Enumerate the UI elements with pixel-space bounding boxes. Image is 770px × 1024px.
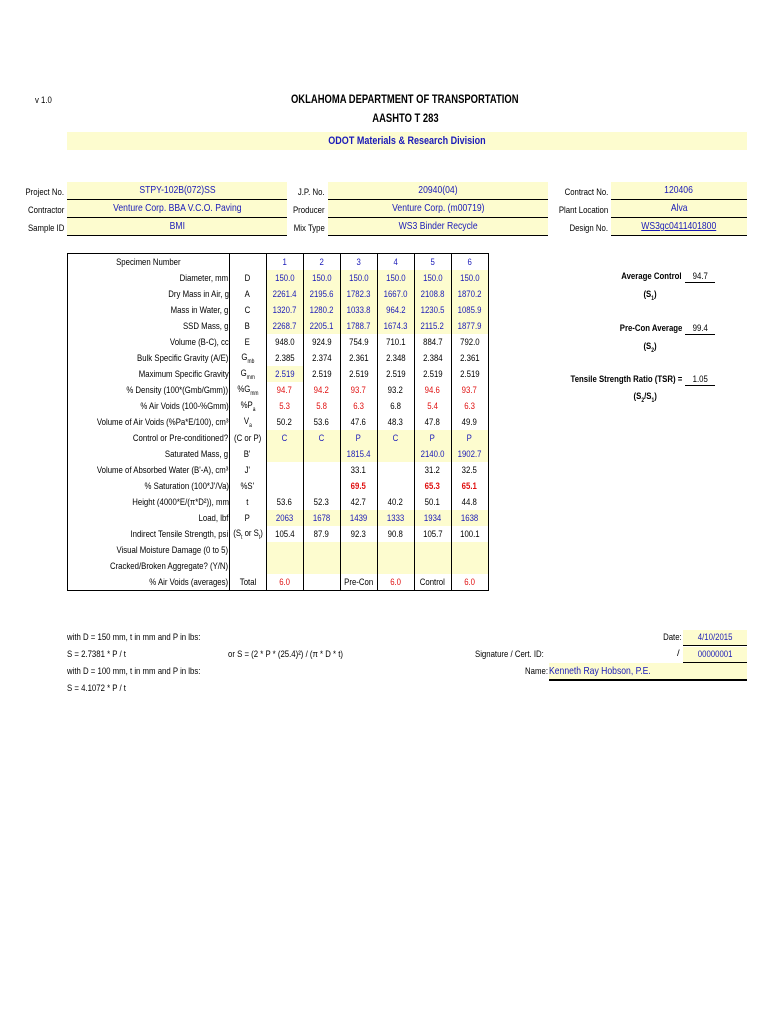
table-row bbox=[68, 430, 489, 446]
table-cell[interactable]: 1280.2 bbox=[303, 302, 340, 318]
row-label: % Air Voids (100-%Gmm) bbox=[68, 398, 230, 414]
row-symbol: %S' bbox=[229, 478, 266, 494]
design-field[interactable]: WS3gc0411401800 bbox=[611, 218, 747, 236]
specimen-header-4: 4 bbox=[377, 254, 414, 271]
table-cell: 754.9 bbox=[340, 334, 377, 350]
row-symbol: $\%G_{mm}$ bbox=[229, 382, 266, 398]
table-cell[interactable] bbox=[266, 446, 303, 462]
table-row bbox=[68, 510, 489, 526]
row-symbol: B' bbox=[229, 446, 266, 462]
table-cell[interactable]: 2115.2 bbox=[414, 318, 451, 334]
table-cell: 6.0 bbox=[451, 574, 488, 591]
table-cell: 6.0 bbox=[377, 574, 414, 591]
table-cell: 2.374 bbox=[303, 350, 340, 366]
table-cell bbox=[266, 462, 303, 478]
table-cell[interactable]: 1934 bbox=[414, 510, 451, 526]
table-cell[interactable]: 1333 bbox=[377, 510, 414, 526]
specimen-header-3: 3 bbox=[340, 254, 377, 271]
formula-line-2: S = 2.7381 * P / t bbox=[67, 649, 126, 660]
table-cell[interactable] bbox=[266, 542, 303, 558]
row-label: Diameter, mm bbox=[68, 270, 230, 286]
table-cell: 884.7 bbox=[414, 334, 451, 350]
specimen-table bbox=[67, 253, 489, 591]
specimen-header-2: 2 bbox=[303, 254, 340, 271]
formula-line-4: with D = 100 mm, t in mm and P in lbs: bbox=[67, 666, 201, 677]
precon-value: 99.4 bbox=[685, 323, 715, 335]
row-label: Mass in Water, g bbox=[68, 302, 230, 318]
name-field[interactable]: Kenneth Ray Hobson, P.E. bbox=[549, 663, 747, 681]
row-symbol: J' bbox=[229, 462, 266, 478]
table-cell: 65.1 bbox=[451, 478, 488, 494]
table-cell: 2.384 bbox=[414, 350, 451, 366]
table-cell[interactable]: 1815.4 bbox=[340, 446, 377, 462]
table-cell[interactable]: 1439 bbox=[340, 510, 377, 526]
project-field[interactable]: STPY-102B(072)SS bbox=[67, 182, 287, 200]
table-cell bbox=[377, 478, 414, 494]
table-row bbox=[68, 446, 489, 462]
table-cell[interactable]: 1877.9 bbox=[451, 318, 488, 334]
table-cell[interactable]: 2.519 bbox=[266, 366, 303, 382]
table-cell: 93.2 bbox=[377, 382, 414, 398]
table-cell[interactable]: 1033.8 bbox=[340, 302, 377, 318]
table-cell[interactable]: 1230.5 bbox=[414, 302, 451, 318]
table-cell bbox=[303, 478, 340, 494]
table-cell: 710.1 bbox=[377, 334, 414, 350]
jp-label: J.P. No. bbox=[298, 187, 325, 198]
table-cell: 792.0 bbox=[451, 334, 488, 350]
table-cell: 2.385 bbox=[266, 350, 303, 366]
table-header-row bbox=[68, 254, 489, 271]
table-cell[interactable] bbox=[377, 542, 414, 558]
jp-field[interactable]: 20940(04) bbox=[328, 182, 548, 200]
row-symbol: Total bbox=[229, 574, 266, 591]
table-cell: 6.0 bbox=[266, 574, 303, 591]
table-cell: 47.8 bbox=[414, 414, 451, 430]
contractor-field[interactable]: Venture Corp. BBA V.C.O. Paving bbox=[67, 200, 287, 218]
row-symbol bbox=[229, 558, 266, 574]
row-symbol: E bbox=[229, 334, 266, 350]
table-cell: 2.519 bbox=[303, 366, 340, 382]
tsr-value: 1.05 bbox=[685, 374, 715, 386]
table-cell[interactable]: C bbox=[266, 430, 303, 446]
table-cell: 2.519 bbox=[414, 366, 451, 382]
mix-field[interactable]: WS3 Binder Recycle bbox=[328, 218, 548, 236]
table-cell[interactable] bbox=[414, 542, 451, 558]
table-cell: 92.3 bbox=[340, 526, 377, 542]
table-cell: 90.8 bbox=[377, 526, 414, 542]
table-row bbox=[68, 542, 489, 558]
table-cell: 94.6 bbox=[414, 382, 451, 398]
table-cell: 93.7 bbox=[451, 382, 488, 398]
row-label: Visual Moisture Damage (0 to 5) bbox=[68, 542, 230, 558]
table-cell: 94.7 bbox=[266, 382, 303, 398]
table-cell bbox=[303, 462, 340, 478]
specimen-header-6: 6 bbox=[451, 254, 488, 271]
table-cell: 948.0 bbox=[266, 334, 303, 350]
producer-field[interactable]: Venture Corp. (m00719) bbox=[328, 200, 548, 218]
table-cell: 94.2 bbox=[303, 382, 340, 398]
table-cell[interactable] bbox=[340, 558, 377, 574]
department-title: OKLAHOMA DEPARTMENT OF TRANSPORTATION bbox=[291, 94, 519, 106]
table-cell: 2.519 bbox=[340, 366, 377, 382]
table-cell bbox=[266, 478, 303, 494]
table-cell[interactable]: 1320.7 bbox=[266, 302, 303, 318]
row-symbol: (C or P) bbox=[229, 430, 266, 446]
row-symbol bbox=[229, 542, 266, 558]
table-cell bbox=[303, 574, 340, 591]
table-cell: 50.1 bbox=[414, 494, 451, 510]
row-label: SSD Mass, g bbox=[68, 318, 230, 334]
table-cell[interactable]: 2195.6 bbox=[303, 286, 340, 302]
row-symbol: $V_a$ bbox=[229, 414, 266, 430]
date-field[interactable]: 4/10/2015 bbox=[683, 630, 747, 646]
specimen-header-1: 1 bbox=[266, 254, 303, 271]
table-row bbox=[68, 414, 489, 430]
table-row bbox=[68, 382, 489, 398]
table-cell: 87.9 bbox=[303, 526, 340, 542]
row-label: Control or Pre-conditioned? bbox=[68, 430, 230, 446]
tsr-symbol: $(S_2/S_1)$ bbox=[633, 391, 657, 404]
table-cell[interactable]: 2108.8 bbox=[414, 286, 451, 302]
row-label: Height (4000*E/(π*D²)), mm bbox=[68, 494, 230, 510]
row-symbol: $G_{mb}$ bbox=[229, 350, 266, 366]
row-label: Volume of Absorbed Water (B'-A), cm³ bbox=[68, 462, 230, 478]
table-cell: 69.5 bbox=[340, 478, 377, 494]
table-cell[interactable]: 2140.0 bbox=[414, 446, 451, 462]
table-cell: 48.3 bbox=[377, 414, 414, 430]
table-cell[interactable] bbox=[340, 542, 377, 558]
table-cell: 47.6 bbox=[340, 414, 377, 430]
table-cell[interactable]: 150.0 bbox=[266, 270, 303, 286]
table-cell: 2.361 bbox=[340, 350, 377, 366]
row-symbol: ($S_t$ or $S_t$) bbox=[229, 526, 266, 542]
table-row bbox=[68, 286, 489, 302]
table-cell: 2.519 bbox=[451, 366, 488, 382]
date-label: Date: bbox=[663, 632, 682, 643]
table-cell: 44.8 bbox=[451, 494, 488, 510]
division-banner: ODOT Materials & Research Division bbox=[67, 132, 747, 150]
table-cell: 53.6 bbox=[266, 494, 303, 510]
table-cell: 105.7 bbox=[414, 526, 451, 542]
table-cell[interactable]: 150.0 bbox=[451, 270, 488, 286]
table-row bbox=[68, 462, 489, 478]
table-cell[interactable] bbox=[303, 558, 340, 574]
table-row bbox=[68, 334, 489, 350]
table-cell: 2.348 bbox=[377, 350, 414, 366]
plant-field[interactable]: Alva bbox=[611, 200, 747, 218]
table-row bbox=[68, 270, 489, 286]
contract-label: Contract No. bbox=[564, 187, 608, 198]
table-cell: 100.1 bbox=[451, 526, 488, 542]
table-row bbox=[68, 574, 489, 591]
table-cell[interactable]: 1870.2 bbox=[451, 286, 488, 302]
formula-line-1: with D = 150 mm, t in mm and P in lbs: bbox=[67, 632, 201, 643]
table-cell[interactable] bbox=[414, 558, 451, 574]
avg-control-symbol: $(S_1)$ bbox=[643, 289, 657, 302]
row-label: Maximum Specific Gravity bbox=[68, 366, 230, 382]
table-cell[interactable]: 1678 bbox=[303, 510, 340, 526]
formula-line-3: or S = (2 * P * (25.4)²) / (π * D * t) bbox=[228, 649, 343, 660]
table-cell: 924.9 bbox=[303, 334, 340, 350]
table-cell: 52.3 bbox=[303, 494, 340, 510]
table-cell: 6.3 bbox=[451, 398, 488, 414]
table-cell[interactable]: 2063 bbox=[266, 510, 303, 526]
table-cell[interactable] bbox=[266, 558, 303, 574]
table-cell[interactable] bbox=[377, 558, 414, 574]
table-cell[interactable] bbox=[303, 446, 340, 462]
table-row bbox=[68, 398, 489, 414]
cert-id-field[interactable]: 00000001 bbox=[683, 647, 747, 663]
table-cell[interactable]: 150.0 bbox=[303, 270, 340, 286]
table-row bbox=[68, 526, 489, 542]
table-cell[interactable]: 150.0 bbox=[377, 270, 414, 286]
table-cell: 5.8 bbox=[303, 398, 340, 414]
row-symbol: $\%P_a$ bbox=[229, 398, 266, 414]
table-cell: 5.3 bbox=[266, 398, 303, 414]
table-cell: 6.8 bbox=[377, 398, 414, 414]
table-cell: 33.1 bbox=[340, 462, 377, 478]
table-cell: 42.7 bbox=[340, 494, 377, 510]
table-cell: 40.2 bbox=[377, 494, 414, 510]
table-cell[interactable]: 2205.1 bbox=[303, 318, 340, 334]
row-label: Cracked/Broken Aggregate? (Y/N) bbox=[68, 558, 230, 574]
table-cell: 53.6 bbox=[303, 414, 340, 430]
table-cell: 6.3 bbox=[340, 398, 377, 414]
specimen-header-5: 5 bbox=[414, 254, 451, 271]
precon-symbol: $(S_2)$ bbox=[643, 341, 657, 354]
table-cell: 32.5 bbox=[451, 462, 488, 478]
row-symbol: t bbox=[229, 494, 266, 510]
table-cell[interactable]: C bbox=[377, 430, 414, 446]
plant-label: Plant Location bbox=[558, 205, 608, 216]
design-label: Design No. bbox=[569, 223, 608, 234]
table-cell[interactable]: C bbox=[303, 430, 340, 446]
standard-title: AASHTO T 283 bbox=[371, 113, 439, 125]
table-cell[interactable]: 150.0 bbox=[414, 270, 451, 286]
row-symbol: D bbox=[229, 270, 266, 286]
contractor-label: Contractor bbox=[27, 205, 64, 216]
name-label: Name: bbox=[525, 666, 548, 677]
row-label: % Air Voids (averages) bbox=[68, 574, 230, 591]
table-cell[interactable]: 1782.3 bbox=[340, 286, 377, 302]
table-cell: 93.7 bbox=[340, 382, 377, 398]
table-cell: 105.4 bbox=[266, 526, 303, 542]
table-row bbox=[68, 350, 489, 366]
tsr-label: Tensile Strength Ratio (TSR) = bbox=[570, 374, 682, 385]
table-cell[interactable]: 1638 bbox=[451, 510, 488, 526]
table-cell: 65.3 bbox=[414, 478, 451, 494]
cert-label: Signature / Cert. ID: bbox=[475, 649, 544, 660]
version-label: v 1.0 bbox=[35, 95, 52, 106]
project-label: Project No. bbox=[25, 187, 64, 198]
table-cell: 49.9 bbox=[451, 414, 488, 430]
table-row bbox=[68, 302, 489, 318]
table-cell[interactable]: P bbox=[451, 430, 488, 446]
table-cell: 5.4 bbox=[414, 398, 451, 414]
row-label: Volume (B-C), cc bbox=[68, 334, 230, 350]
table-cell[interactable]: 2268.7 bbox=[266, 318, 303, 334]
row-label: % Saturation (100*J'/Va) bbox=[68, 478, 230, 494]
row-label: Load, lbf bbox=[68, 510, 230, 526]
table-cell[interactable] bbox=[451, 558, 488, 574]
table-cell[interactable] bbox=[303, 542, 340, 558]
table-cell: Pre-Con bbox=[340, 574, 377, 591]
table-cell[interactable]: 1085.9 bbox=[451, 302, 488, 318]
sample-field[interactable]: BMI bbox=[67, 218, 287, 236]
avg-control-label: Average Control bbox=[621, 271, 682, 282]
table-cell[interactable]: 1667.0 bbox=[377, 286, 414, 302]
table-cell[interactable]: 1788.7 bbox=[340, 318, 377, 334]
row-label: Dry Mass in Air, g bbox=[68, 286, 230, 302]
row-label: Saturated Mass, g bbox=[68, 446, 230, 462]
table-cell: 31.2 bbox=[414, 462, 451, 478]
row-symbol: B bbox=[229, 318, 266, 334]
avg-control-value: 94.7 bbox=[685, 271, 715, 283]
cert-separator: / bbox=[677, 648, 680, 659]
table-cell: 2.361 bbox=[451, 350, 488, 366]
table-row bbox=[68, 558, 489, 574]
table-cell[interactable]: 1902.7 bbox=[451, 446, 488, 462]
table-cell: 2.519 bbox=[377, 366, 414, 382]
row-label: Volume of Air Voids (%Pa*E/100), cm³ bbox=[68, 414, 230, 430]
table-cell[interactable] bbox=[451, 542, 488, 558]
table-cell: 50.2 bbox=[266, 414, 303, 430]
sample-label: Sample ID bbox=[27, 223, 64, 234]
formula-line-5: S = 4.1072 * P / t bbox=[67, 683, 126, 694]
row-label: Bulk Specific Gravity (A/E) bbox=[68, 350, 230, 366]
precon-label: Pre-Con Average bbox=[619, 323, 682, 334]
table-cell[interactable]: 2261.4 bbox=[266, 286, 303, 302]
row-label: % Density (100*(Gmb/Gmm)) bbox=[68, 382, 230, 398]
table-cell bbox=[377, 462, 414, 478]
table-cell[interactable]: 150.0 bbox=[340, 270, 377, 286]
table-cell[interactable]: P bbox=[414, 430, 451, 446]
row-symbol: P bbox=[229, 510, 266, 526]
table-row bbox=[68, 318, 489, 334]
table-cell[interactable]: 1674.3 bbox=[377, 318, 414, 334]
specimen-number-header: Specimen Number bbox=[68, 254, 230, 271]
row-symbol: C bbox=[229, 302, 266, 318]
table-row bbox=[68, 366, 489, 382]
table-cell: Control bbox=[414, 574, 451, 591]
symbol-header bbox=[229, 254, 266, 271]
row-label: Indirect Tensile Strength, psi bbox=[68, 526, 230, 542]
mix-label: Mix Type bbox=[293, 223, 325, 234]
producer-label: Producer bbox=[293, 205, 325, 216]
table-row bbox=[68, 494, 489, 510]
table-cell[interactable] bbox=[377, 446, 414, 462]
row-symbol: $G_{mm}$ bbox=[229, 366, 266, 382]
table-cell[interactable]: P bbox=[340, 430, 377, 446]
table-row bbox=[68, 478, 489, 494]
row-symbol: A bbox=[229, 286, 266, 302]
contract-field[interactable]: 120406 bbox=[611, 182, 747, 200]
table-cell[interactable]: 964.2 bbox=[377, 302, 414, 318]
